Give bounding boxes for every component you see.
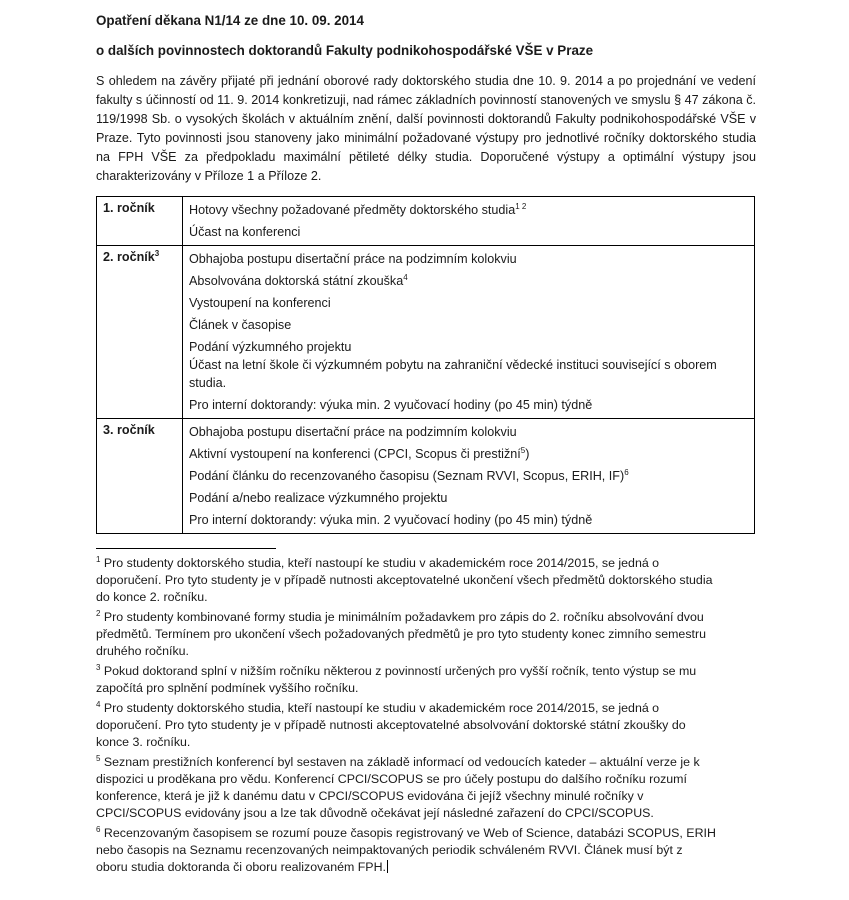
footnote-text: Pro studenty kombinované formy studia je minimálním požadavkem pro zápis do 2. ročníku absolvování dvou předmětů. Termínem pro ukončení všech požadovaných předmětů je pro tyto studenty konec zimního semestru druhého ročníku. [96,610,706,658]
document-subtitle: o dalších povinnostech doktorandů Fakulty podnikohospodářské VŠE v Praze [96,43,594,58]
footnote-number: 4 [96,699,101,709]
requirement-text: Obhajoba postupu disertační práce na podzimním kolokviu [189,425,517,439]
requirement-item [189,223,748,245]
requirements-cell [183,419,755,534]
requirement-item [189,316,748,338]
requirement-text: Účast na letní škole či výzkumném pobytu na zahraniční vědecké instituci související s oborem studia. [189,358,717,390]
requirement-text: Účast na konferenci [189,225,301,239]
footnote [96,825,716,876]
requirement-item [189,467,748,489]
requirement-item [189,272,748,294]
document-title: Opatření děkana N1/14 ze dne 10. 09. 2014 [96,13,364,28]
requirements-cell [183,197,755,246]
requirement-item [189,423,748,445]
requirements-table [96,196,755,534]
requirements-cell [183,246,755,419]
requirement-text: Podání článku do recenzovaného časopisu (Seznam RVVI, Scopus, ERIH, IF) [189,469,625,483]
requirement-text: Pro interní doktorandy: výuka min. 2 vyučovací hodiny (po 45 min) týdně [189,513,593,527]
footnote [96,754,716,822]
footnote-number: 5 [96,753,101,763]
requirement-text: Aktivní vystoupení na konferenci (CPCI, Scopus či prestižní [189,447,521,461]
requirement-item [189,356,748,396]
footnote-text: Pro studenty doktorského studia, kteří nastoupí ke studiu v akademickém roce 2014/2015, se jedná o doporučení. Pro tyto studenty je v případě nutnosti akceptovatelné absolvování doktorské státní zkoušky do konce 3. ročníku. [96,701,686,749]
footnotes [96,555,716,876]
text-cursor [387,860,388,873]
footnote-ref: 5 [520,445,526,455]
footnote [96,663,716,697]
footnote-number: 6 [96,824,101,834]
requirement-item [189,201,748,223]
footnote-number: 1 [96,554,101,564]
requirement-text: Podání a/nebo realizace výzkumného projektu [189,491,448,505]
table-row [97,246,755,419]
year-cell [97,246,183,419]
requirement-text: Hotovy všechny požadované předměty doktorského studia [189,203,516,217]
requirement-item [189,489,748,511]
requirement-item [189,338,748,356]
year-cell [97,197,183,246]
year-cell [97,419,183,534]
requirement-item [189,445,748,467]
year-label: 3. ročník [103,423,155,437]
requirement-text: Článek v časopise [189,318,292,332]
requirement-text: Podání výzkumného projektu [189,340,352,354]
footnote-number: 2 [96,608,101,618]
footnote-ref: 3 [154,248,160,258]
footnote-text: Seznam prestižních konferencí byl sestaven na základě informací od vedoucích kateder – aktuální verze je k dispozici u proděkana pro vědu. Konferencí CPCI/SCOPUS se pro účely postupu do dalšího ročníku rozumí konference, která je již k danému datu v CPCI/SCOPUS evidována či jejíž všechny minulé ročníky v CPCI/SCOPUS evidovány jsou a lze tak důvodně očekávat její následné zařazení do CPCI/SCOPUS. [96,755,700,820]
requirement-item [189,294,748,316]
footnote-text: Recenzovaným časopisem se rozumí pouze časopis registrovaný ve Web of Science, databázi SCOPUS, ERIH nebo časopis na Seznamu recenzovaných neimpaktovaných periodik schváleném RVVI. Článek musí být z oboru studia doktoranda či oboru realizovaném FPH. [96,826,716,874]
table-row [97,197,755,246]
footnote-text: Pokud doktorand splní v nižším ročníku některou z povinností určených pro vyšší ročník, tento výstup se mu započítá pro splnění podmínek vyššího ročníku. [96,664,697,695]
requirement-text: Pro interní doktorandy: výuka min. 2 vyučovací hodiny (po 45 min) týdně [189,398,593,412]
footnote-number: 3 [96,662,101,672]
year-label: 2. ročník [103,250,155,264]
year-label: 1. ročník [103,201,155,215]
intro-paragraph: S ohledem na závěry přijaté při jednání oborové rady doktorského studia dne 10. 9. 2014 a po projednání ve vedení fakulty s účinností od 11. 9. 2014 konkretizuji, nad rámec základních povinností stanovených ve smyslu § 47 zákona č. 119/1998 Sb. o vysokých školách v aktuálním znění, další povinnosti doktorandů Fakulty podnikohospodářské VŠE v Praze. Tyto povinnosti jsou stanoveny jako minimální požadované výstupy pro jednotlivé ročníky doktorského studia na FPH VŠE za předpokladu maximální pětileté délky studia. Doporučené výstupy a optimální výstupy jsou charakterizovány v Příloze 1 a Příloze 2. [96,74,756,183]
footnote-ref: 4 [403,272,408,282]
requirement-text: Vystoupení na konferenci [189,296,331,310]
footnote [96,609,716,660]
footnote-text: Pro studenty doktorského studia, kteří nastoupí ke studiu v akademickém roce 2014/2015, se jedná o doporučení. Pro tyto studenty je v případě nutnosti akceptovatelné ukončení všech předmětů doktorského studia do konce 2. ročníku. [96,556,713,604]
requirement-item [189,511,748,533]
requirement-item [189,396,748,418]
requirement-item [189,250,748,272]
footnote-separator [96,548,276,549]
document-page [96,12,756,879]
requirement-text: Absolvována doktorská státní zkouška [189,274,404,288]
requirement-text: Obhajoba postupu disertační práce na podzimním kolokviu [189,252,517,266]
footnote [96,700,716,751]
footnote-ref: 6 [624,467,629,477]
table-row [97,419,755,534]
footnote-ref: 1 2 [515,201,527,211]
requirement-text-suffix: ) [525,447,530,461]
footnote [96,555,716,606]
